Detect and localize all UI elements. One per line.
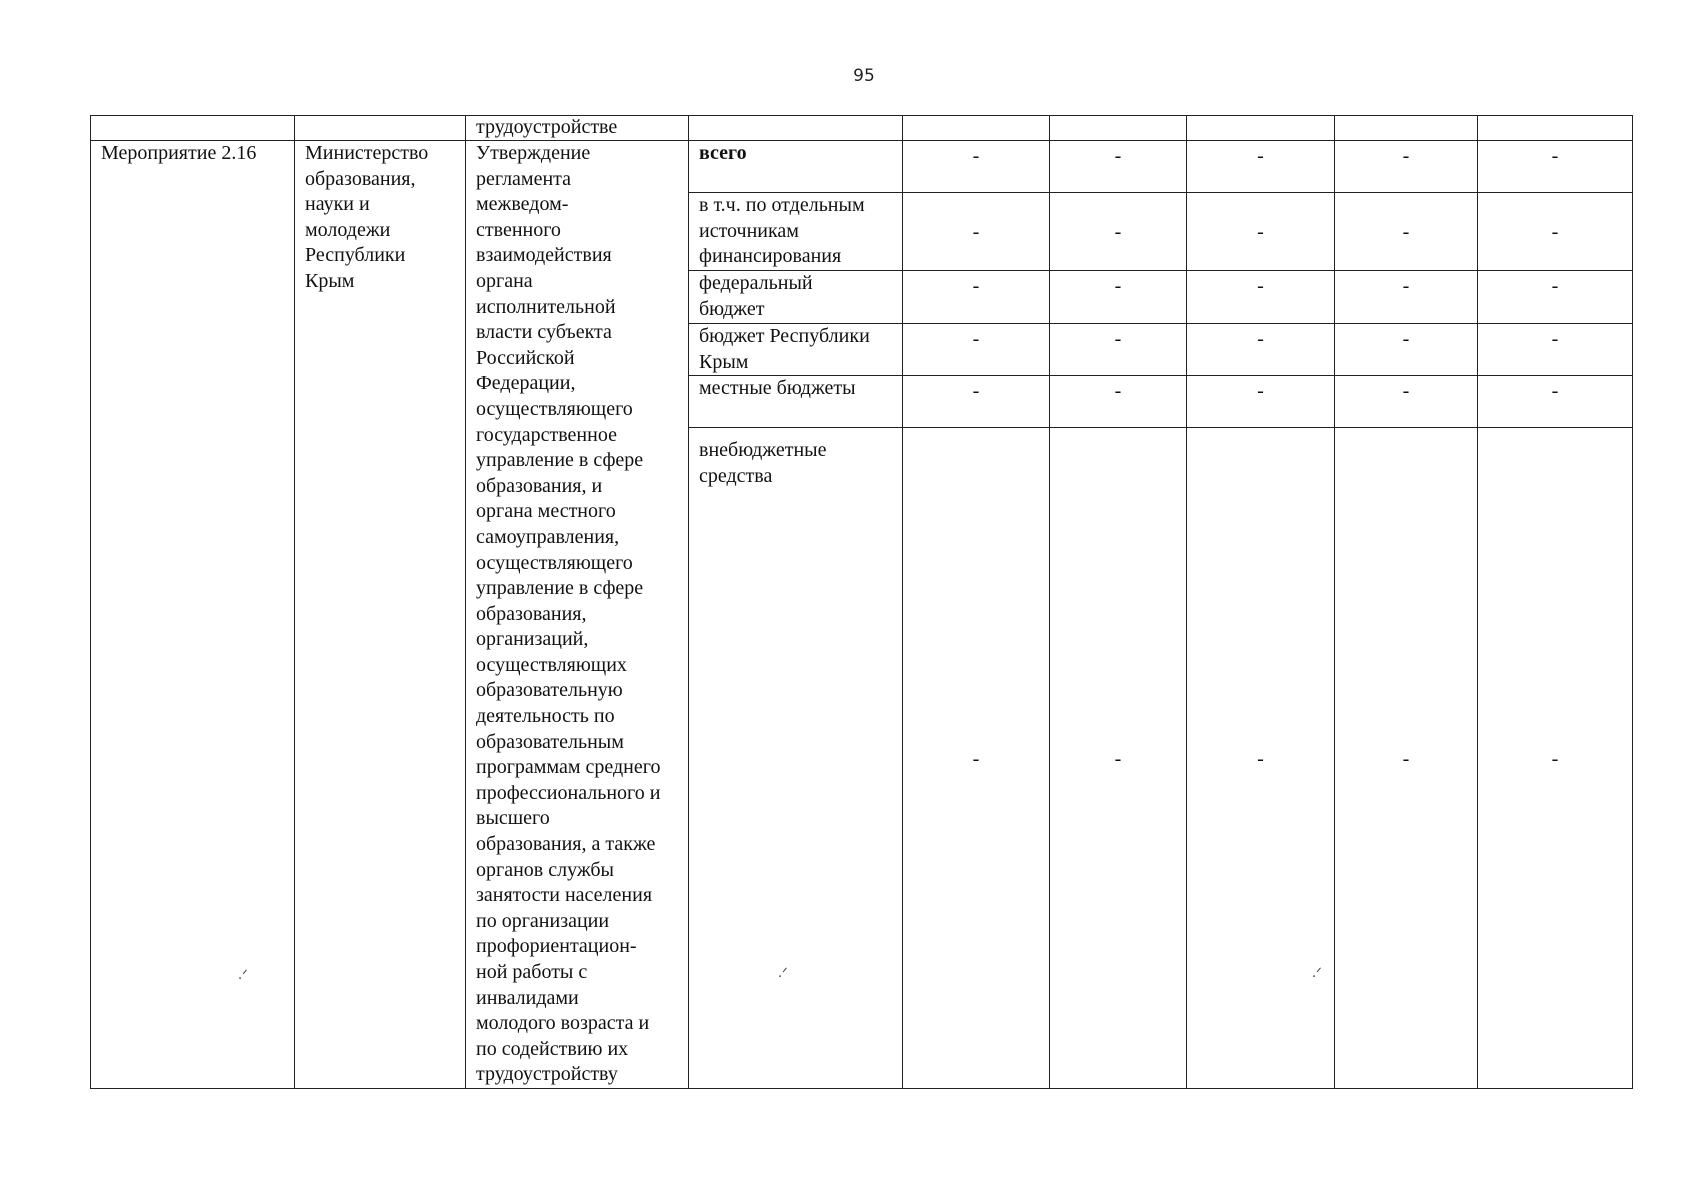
funding-value: - — [1050, 271, 1187, 324]
funding-source: всего — [689, 141, 903, 193]
page-number: 95 — [853, 66, 875, 86]
table-row — [91, 141, 1633, 193]
funding-source: бюджет Республики Крым — [689, 324, 903, 376]
funding-value: - — [1478, 428, 1633, 1089]
funding-value: - — [903, 141, 1050, 193]
funding-source: внебюджетные средства — [689, 428, 903, 1089]
funding-value: - — [903, 271, 1050, 324]
event-number: Мероприятие 2.16 — [91, 141, 295, 1089]
event-description: Утверждение регламента межведом- ственного взаимодействия органа исполнительной власти субъекта Российской Федерации, осуществляющего государственное управление в сфере образования, и органа местного самоуправления, осуществляющего управление в сфере образования, организаций, осуществляющих образовательную деятельность по образовательным программам среднего профессионального и высшего образования, а также органов службы занятости населения по организации профориентацион- ной работы с инвалидами молодого возраста и по содействию их трудоустройству — [466, 141, 689, 1089]
funding-value: - — [1478, 271, 1633, 324]
funding-value: - — [1050, 193, 1187, 271]
scan-speck: .ᐟ — [238, 968, 248, 983]
funding-value: - — [903, 376, 1050, 428]
funding-value: - — [1478, 376, 1633, 428]
continuation-row — [91, 116, 1633, 141]
funding-value: - — [1335, 324, 1478, 376]
funding-value: - — [1187, 376, 1335, 428]
funding-source: местные бюджеты — [689, 376, 903, 428]
funding-value: - — [1187, 141, 1335, 193]
funding-value: - — [1335, 193, 1478, 271]
scan-speck: .ᐟ — [778, 966, 788, 981]
scan-speck: .ᐟ — [1312, 966, 1322, 981]
funding-value: - — [1187, 271, 1335, 324]
funding-value: - — [1478, 141, 1633, 193]
funding-value: - — [1335, 376, 1478, 428]
funding-value: - — [1187, 324, 1335, 376]
funding-value: - — [903, 428, 1050, 1089]
funding-value: - — [1187, 193, 1335, 271]
funding-source: федеральный бюджет — [689, 271, 903, 324]
funding-value: - — [1335, 141, 1478, 193]
funding-value: - — [1478, 324, 1633, 376]
funding-value: - — [1335, 428, 1478, 1089]
funding-value: - — [903, 324, 1050, 376]
funding-value: - — [1478, 193, 1633, 271]
continuation-text: трудоустройстве — [466, 116, 689, 141]
funding-value: - — [1050, 376, 1187, 428]
funding-table — [90, 115, 1633, 1089]
event-executor: Министерство образования, науки и молодежи Республики Крым — [295, 141, 466, 1089]
funding-value: - — [1335, 271, 1478, 324]
funding-source: в т.ч. по отдельным источникам финансирования — [689, 193, 903, 271]
funding-value: - — [903, 193, 1050, 271]
funding-value: - — [1050, 324, 1187, 376]
funding-value: - — [1050, 428, 1187, 1089]
funding-value: - — [1187, 428, 1335, 1089]
funding-value: - — [1050, 141, 1187, 193]
